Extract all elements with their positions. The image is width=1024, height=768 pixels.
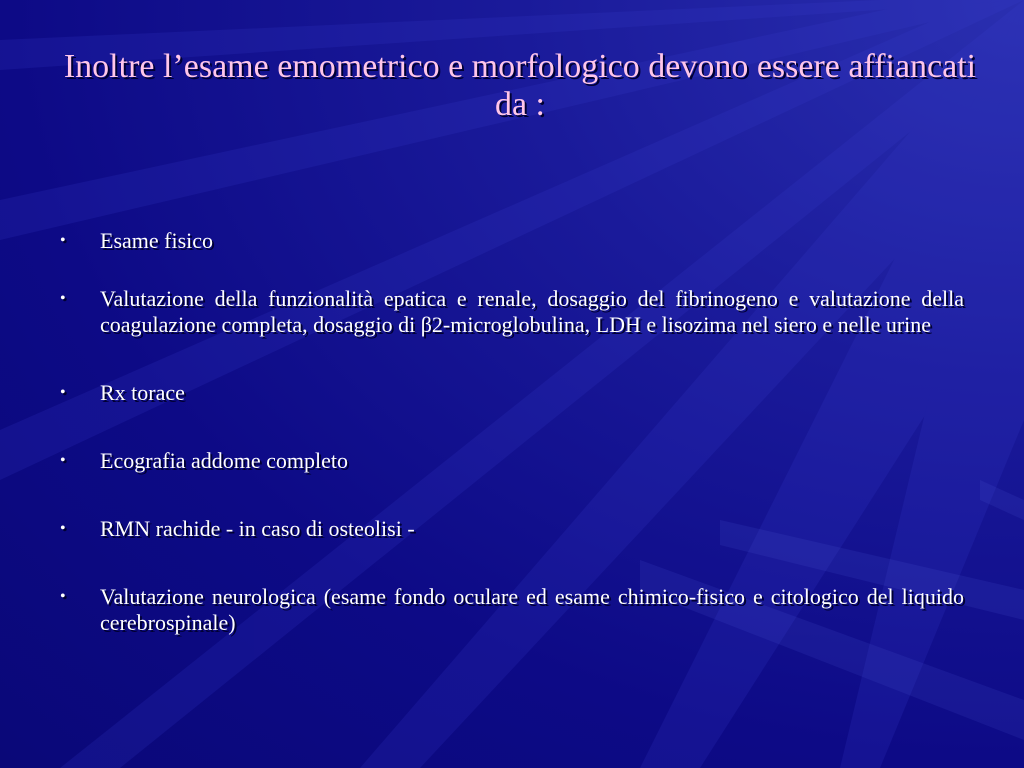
list-item	[60, 380, 964, 406]
list-item-text: Ecografia addome completo	[100, 448, 349, 473]
list-item	[60, 584, 964, 636]
bullet-icon: •	[60, 520, 66, 537]
list-item-text: Esame fisico	[100, 228, 214, 253]
list-item-text: Valutazione della funzionalità epatica e renale, dosaggio del fibrinogeno e valutazione della coagulazione completa, dosaggio di β2-microglobulina, LDH e lisozima nel siero e nelle urine	[100, 286, 964, 337]
slide-title: Inoltre l’esame emometrico e morfologico devono essere affiancati da :	[63, 48, 977, 123]
bullet-icon: •	[60, 588, 66, 605]
list-item-text: RMN rachide - in caso di osteolisi -	[100, 516, 415, 541]
list-item	[60, 286, 964, 338]
bullet-list	[60, 228, 964, 636]
bullet-icon: •	[60, 384, 66, 401]
list-item	[60, 516, 964, 542]
list-item-text: Valutazione neurologica (esame fondo oculare ed esame chimico-fisico e citologico del liquido cerebrospinale)	[100, 584, 964, 635]
bullet-icon: •	[60, 290, 66, 307]
list-item-text: Rx torace	[100, 380, 185, 405]
bullet-icon: •	[60, 452, 66, 469]
list-item	[60, 448, 964, 474]
bullet-icon: •	[60, 232, 66, 249]
list-item	[60, 228, 964, 254]
